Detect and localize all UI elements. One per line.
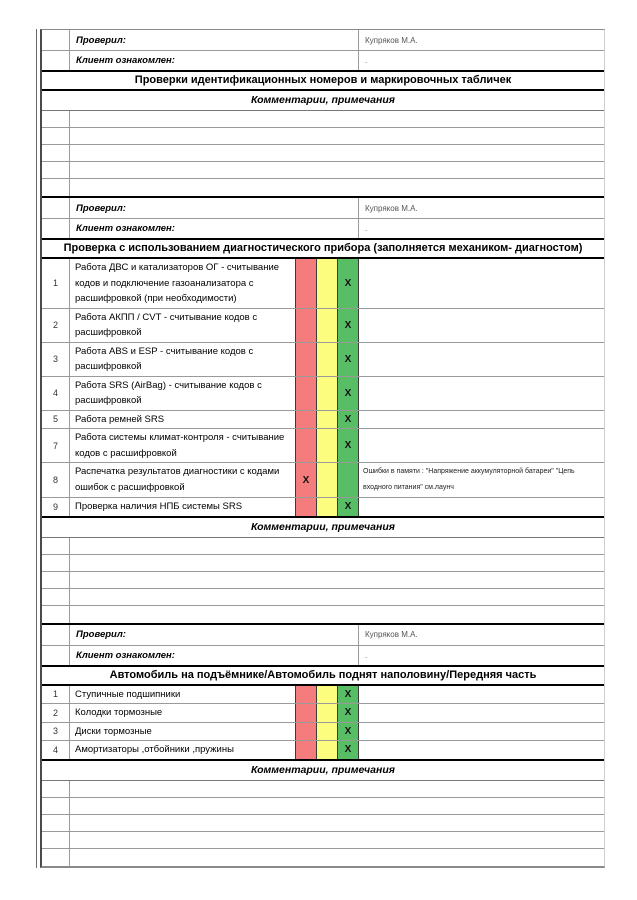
client-ack-row bbox=[42, 219, 604, 238]
red-status-cell bbox=[295, 343, 316, 376]
client-ack-label: Клиент ознакомлен: bbox=[70, 51, 359, 70]
reviewer-name: Купряков М.А. bbox=[365, 630, 418, 639]
reviewer-label: Проверил: bbox=[70, 625, 359, 645]
client-ack-label: Клиент ознакомлен: bbox=[70, 219, 359, 238]
reviewer-row bbox=[42, 30, 604, 51]
red-status-cell bbox=[295, 411, 316, 429]
yellow-status-cell bbox=[316, 498, 337, 516]
reviewer-row bbox=[42, 198, 604, 219]
yellow-status-cell bbox=[316, 343, 337, 376]
item-note: Ошибки в памяти : "Напряжение аккумуляторной батареи" "Цепь входного питания" см.лаунч bbox=[363, 468, 575, 491]
checklist-row bbox=[42, 704, 604, 723]
comment-empty-row bbox=[42, 832, 604, 849]
client-ack-row bbox=[42, 51, 604, 70]
green-status-cell bbox=[337, 259, 359, 308]
row-number-cell bbox=[42, 111, 70, 127]
item-number: 8 bbox=[42, 463, 70, 497]
comment-empty-row bbox=[42, 781, 604, 798]
item-note bbox=[359, 686, 604, 704]
left-margin-line bbox=[36, 29, 37, 868]
row-number-cell bbox=[42, 219, 70, 238]
checklist-row bbox=[42, 498, 604, 516]
comment-area bbox=[70, 162, 604, 178]
comment-empty-row bbox=[42, 555, 604, 572]
green-status-cell bbox=[337, 686, 359, 704]
row-number-cell bbox=[42, 162, 70, 178]
section-1 bbox=[42, 30, 604, 196]
red-status-cell bbox=[295, 309, 316, 342]
red-status-cell bbox=[295, 463, 316, 497]
status-x-mark: X bbox=[344, 387, 352, 399]
comment-area bbox=[70, 128, 604, 144]
item-number: 2 bbox=[42, 704, 70, 722]
green-status-cell bbox=[337, 309, 359, 342]
yellow-status-cell bbox=[316, 463, 337, 497]
comments-header: Комментарии, примечания bbox=[42, 91, 604, 111]
row-number-cell bbox=[42, 781, 70, 797]
red-status-cell bbox=[295, 498, 316, 516]
section-title: Проверка с использованием диагностического прибора (заполняется механиком- диагностом) bbox=[42, 238, 604, 259]
item-note bbox=[359, 309, 604, 342]
yellow-status-cell bbox=[316, 259, 337, 308]
item-description: Проверка наличия НПБ системы SRS bbox=[75, 501, 243, 512]
item-note bbox=[359, 498, 604, 516]
red-status-cell bbox=[295, 704, 316, 722]
comment-empty-row bbox=[42, 538, 604, 555]
section-3 bbox=[42, 623, 604, 866]
status-x-mark: X bbox=[344, 688, 352, 700]
yellow-status-cell bbox=[316, 377, 337, 410]
reviewer-label: Проверил: bbox=[70, 30, 359, 50]
item-note bbox=[359, 343, 604, 376]
comment-empty-row bbox=[42, 179, 604, 196]
yellow-status-cell bbox=[316, 429, 337, 462]
status-x-mark: X bbox=[344, 277, 352, 289]
item-number: 4 bbox=[42, 741, 70, 759]
status-x-mark: X bbox=[344, 725, 352, 737]
section-title: Проверки идентификационных номеров и маркировочных табличек bbox=[42, 70, 604, 91]
red-status-cell bbox=[295, 723, 316, 741]
status-x-mark: X bbox=[344, 440, 352, 451]
comment-empty-row bbox=[42, 849, 604, 866]
red-status-cell bbox=[295, 686, 316, 704]
comment-area bbox=[70, 815, 604, 831]
item-number: 3 bbox=[42, 343, 70, 376]
comment-area bbox=[70, 572, 604, 588]
green-status-cell bbox=[337, 741, 359, 759]
item-description: Работа ABS и ESP - считывание кодов с расшифровкой bbox=[75, 345, 254, 372]
item-number: 9 bbox=[42, 498, 70, 516]
item-note bbox=[359, 741, 604, 759]
green-status-cell bbox=[337, 429, 359, 462]
comment-empty-row bbox=[42, 589, 604, 606]
green-status-cell bbox=[337, 463, 359, 497]
reviewer-label: Проверил: bbox=[70, 198, 359, 218]
status-x-mark: X bbox=[344, 744, 352, 756]
item-note bbox=[359, 259, 604, 308]
client-ack-value: . bbox=[365, 224, 368, 233]
comment-empty-row bbox=[42, 606, 604, 623]
yellow-status-cell bbox=[316, 686, 337, 704]
item-description: Ступичные подшипники bbox=[75, 688, 181, 700]
green-status-cell bbox=[337, 377, 359, 410]
green-status-cell bbox=[337, 704, 359, 722]
item-number: 5 bbox=[42, 411, 70, 429]
checklist-row bbox=[42, 343, 604, 377]
row-number-cell bbox=[42, 798, 70, 814]
checklist-row bbox=[42, 429, 604, 463]
comment-area bbox=[70, 538, 604, 554]
comment-empty-row bbox=[42, 798, 604, 815]
item-description: Колодки тормозные bbox=[75, 707, 163, 718]
section-2 bbox=[42, 196, 604, 623]
row-number-cell bbox=[42, 589, 70, 605]
comment-area bbox=[70, 781, 604, 797]
item-description: Работа АКПП / CVT - считывание кодов с расшифровкой bbox=[75, 311, 258, 338]
item-note bbox=[359, 429, 604, 462]
checklist-row bbox=[42, 686, 604, 705]
comment-area bbox=[70, 111, 604, 127]
item-description: Работа ремней SRS bbox=[75, 413, 165, 425]
item-note bbox=[359, 377, 604, 410]
row-number-cell bbox=[42, 832, 70, 848]
comment-empty-row bbox=[42, 111, 604, 128]
row-number-cell bbox=[42, 179, 70, 196]
checklist-row bbox=[42, 723, 604, 742]
comments-header: Комментарии, примечания bbox=[42, 516, 604, 538]
comments-header: Комментарии, примечания bbox=[42, 759, 604, 781]
checklist-row bbox=[42, 463, 604, 498]
status-x-mark: X bbox=[344, 501, 352, 513]
client-ack-value: . bbox=[365, 56, 368, 65]
checklist-row bbox=[42, 259, 604, 309]
checklist-row bbox=[42, 377, 604, 411]
row-number-cell bbox=[42, 849, 70, 866]
row-number-cell bbox=[42, 198, 70, 218]
comment-area bbox=[70, 849, 604, 866]
reviewer-row bbox=[42, 625, 604, 646]
row-number-cell bbox=[42, 145, 70, 161]
green-status-cell bbox=[337, 498, 359, 516]
green-status-cell bbox=[337, 411, 359, 429]
row-number-cell bbox=[42, 30, 70, 50]
comment-area bbox=[70, 798, 604, 814]
item-note bbox=[359, 704, 604, 722]
red-status-cell bbox=[295, 741, 316, 759]
row-number-cell bbox=[42, 572, 70, 588]
checklist-row bbox=[42, 309, 604, 343]
section-title: Автомобиль на подъёмнике/Автомобиль поднят наполовину/Передняя часть bbox=[42, 665, 604, 686]
comment-empty-row bbox=[42, 128, 604, 145]
item-description: Диски тормозные bbox=[75, 725, 152, 737]
green-status-cell bbox=[337, 723, 359, 741]
green-status-cell bbox=[337, 343, 359, 376]
row-number-cell bbox=[42, 51, 70, 70]
row-number-cell bbox=[42, 815, 70, 831]
comment-area bbox=[70, 606, 604, 623]
comment-empty-row bbox=[42, 145, 604, 162]
comment-area bbox=[70, 555, 604, 571]
comment-area bbox=[70, 589, 604, 605]
checklist-row bbox=[42, 411, 604, 430]
item-description: Распечатка результатов диагностики с кодами ошибок с расшифровкой bbox=[75, 466, 280, 493]
row-number-cell bbox=[42, 606, 70, 623]
client-ack-row bbox=[42, 646, 604, 665]
item-number: 1 bbox=[42, 259, 70, 308]
inspection-checklist-table bbox=[40, 29, 605, 868]
yellow-status-cell bbox=[316, 411, 337, 429]
row-number-cell bbox=[42, 555, 70, 571]
item-number: 1 bbox=[42, 686, 70, 704]
yellow-status-cell bbox=[316, 704, 337, 722]
row-number-cell bbox=[42, 128, 70, 144]
yellow-status-cell bbox=[316, 723, 337, 741]
status-x-mark: X bbox=[302, 474, 310, 486]
reviewer-name: Купряков М.А. bbox=[365, 35, 418, 45]
red-status-cell bbox=[295, 377, 316, 410]
comment-empty-row bbox=[42, 572, 604, 589]
comment-area bbox=[70, 832, 604, 848]
item-number: 2 bbox=[42, 309, 70, 342]
item-note bbox=[359, 723, 604, 741]
row-number-cell bbox=[42, 538, 70, 554]
red-status-cell bbox=[295, 259, 316, 308]
checklist-row bbox=[42, 741, 604, 759]
comment-empty-row bbox=[42, 815, 604, 832]
item-description: Работа системы климат-контроля - считывание кодов с расшифровкой bbox=[75, 432, 285, 459]
item-description: Работа ДВС и катализаторов ОГ - считывание кодов и подключение газоанализатора с расшифровкой (при необходимости) bbox=[75, 262, 280, 304]
yellow-status-cell bbox=[316, 741, 337, 759]
comment-area bbox=[70, 179, 604, 196]
status-x-mark: X bbox=[344, 707, 352, 719]
item-description: Работа SRS (AirBag) - считывание кодов с расшифровкой bbox=[75, 379, 262, 406]
comment-area bbox=[70, 145, 604, 161]
comment-empty-row bbox=[42, 162, 604, 179]
item-number: 3 bbox=[42, 723, 70, 741]
row-number-cell bbox=[42, 625, 70, 645]
red-status-cell bbox=[295, 429, 316, 462]
item-number: 7 bbox=[42, 429, 70, 462]
status-x-mark: X bbox=[344, 413, 352, 425]
client-ack-value: . bbox=[365, 650, 368, 660]
status-x-mark: X bbox=[344, 353, 352, 365]
item-description: Амортизаторы ,отбойники ,пружины bbox=[75, 744, 234, 755]
row-number-cell bbox=[42, 646, 70, 665]
client-ack-label: Клиент ознакомлен: bbox=[70, 646, 359, 665]
yellow-status-cell bbox=[316, 309, 337, 342]
item-note bbox=[359, 411, 604, 429]
item-number: 4 bbox=[42, 377, 70, 410]
reviewer-name: Купряков М.А. bbox=[365, 203, 418, 213]
status-x-mark: X bbox=[344, 319, 352, 331]
